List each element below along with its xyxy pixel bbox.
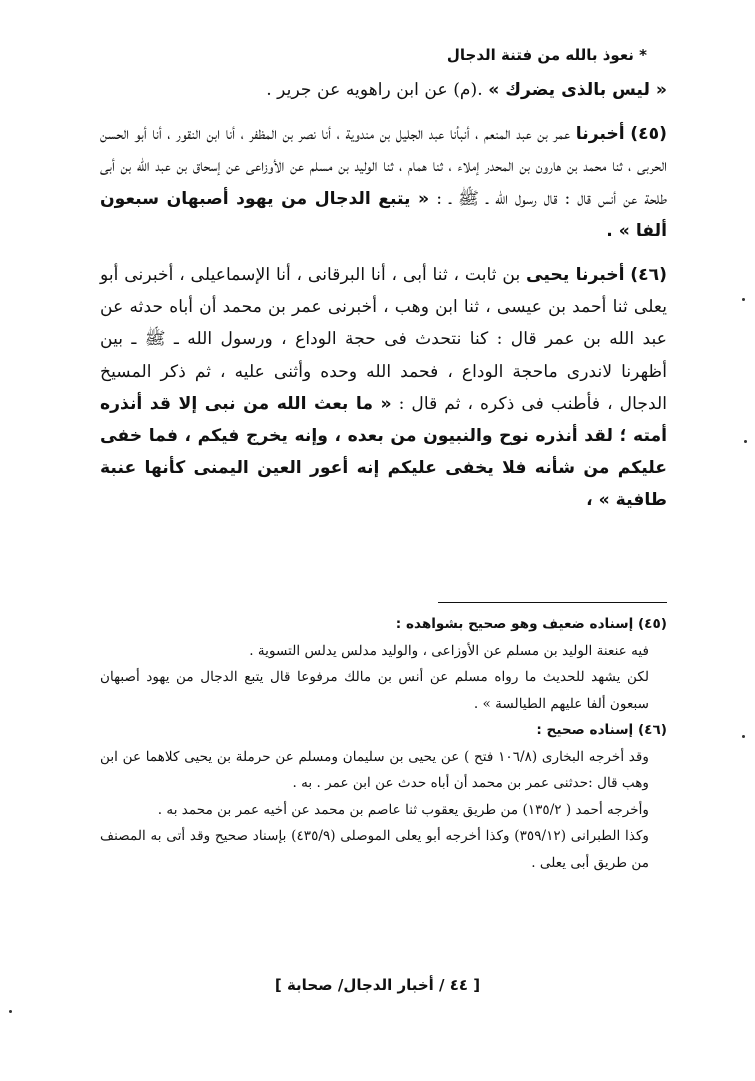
hadith-45 — [100, 118, 667, 247]
hadith-lead: أخبرنا يحيى — [526, 265, 625, 286]
footnote-45-heading: (٤٥) إسناده ضعيف وهو صحيح بشواهده : — [395, 616, 667, 632]
hadith-quote: « ما بعث الله من نبى إلا قد أنذره أمته ؛ لقد أنذره نوح والنبيون من بعده ، وإنه يخرج فيكم ، فما خفى عليكم من شأنه فلا يخفى عليكم إنه أعور العين اليمنى كأنها عنبة طافية » ، — [100, 393, 667, 511]
footnote-46-heading: (٤٦) إسناده صحيح : — [536, 722, 667, 738]
hadith-46 — [100, 259, 667, 517]
scan-speck — [9, 1010, 12, 1013]
scan-speck — [744, 440, 747, 443]
hadith-number: (٤٥) — [630, 124, 667, 145]
footnote-line: لكن يشهد للحديث ما رواه مسلم عن أنس بن مالك مرفوعا قال يتبع الدجال من يهود أصبهان سبعون ألفا عليهم الطيالسة » . — [100, 669, 649, 712]
isnad-text: بن ثابت ، ثنا أبى ، أنا البرقانى ، أنا الإسماعيلى ، أخبرنى أبو يعلى ثنا أحمد بن عيسى ، ثنا ابن وهب ، أخبرنى عمر بن محمد أن أباه حدثه عن عبد الله بن عمر قال : كنا نتحدث فى حجة الوداع ، ورسول الله ـ ﷺ ـ بين أظهرنا لاندرى ماحجة الوداع ، فحمد الله وحده وأثنى عليه ، ثم ذكر المسيخ الدجال ، فأطنب فى ذكره ، ثم قال : — [100, 265, 667, 414]
hadith-quote: « ليس بالذى يضرك » — [488, 80, 667, 100]
running-header: * نعوذ بالله من فتنة الدجال — [446, 46, 647, 64]
page-footer: [ ٤٤ / أخبار الدجال/ صحابة ] — [274, 976, 481, 994]
scan-speck — [742, 298, 745, 301]
scan-speck — [742, 735, 745, 738]
footnote-divider — [438, 602, 667, 603]
footnote-line: فيه عنعنة الوليد بن مسلم عن الأوزاعى ، والوليد مدلس يدلس التسوية . — [249, 642, 649, 659]
hadith-number: (٤٦) — [630, 265, 667, 286]
hadith-quote: « يتبع الدجال من يهود أصبهان سبعون ألفا » . — [100, 188, 667, 241]
hadith-lead: أخبرنا — [575, 124, 625, 145]
footnote-line: وقد أخرجه البخارى (١٠٦/٨ فتح ) عن يحيى بن سليمان ومسلم عن حرملة بن يحيى كلاهما عن ابن وهب قال :حدثنى عمر بن محمد أن أباه حدث عن ابن عمر . به . — [100, 748, 649, 791]
isnad-text: عمر بن عبد المنعم ، أنبأنا عبد الجليل بن مندوية ، أنا نصر بن المظفر ، أنا ابن النقور ، أنا أبو الحسن الحربى ، ثنا محمد بن هارون بن المحدر إملاء ، ثنا همام ، ثنا الوليد بن مسلم عن الأوزاعى عن إسحاق بن عبد الله بن أبى طلحة عن أنس قال : قال رسول الله ـ ﷺ ـ : — [100, 124, 668, 209]
footnote-line: وكذا الطبرانى (٣٥٩/١٢) وكذا أخرجه أبو يعلى الموصلى (٤٣٥/٩) بإسناد صحيح وقد أتى به المصنف من طريق أبى يعلى . — [100, 828, 649, 871]
footnote-line: وأخرجه أحمد ( ١٣٥/٢) من طريق يعقوب ثنا عاصم بن محمد عن أخيه عمر بن محمد به . — [157, 801, 649, 818]
main-text — [100, 74, 667, 517]
paragraph-44-ending — [100, 74, 667, 106]
source-note: .(م) عن ابن راهويه عن جرير . — [266, 80, 483, 100]
footnotes — [100, 611, 667, 876]
